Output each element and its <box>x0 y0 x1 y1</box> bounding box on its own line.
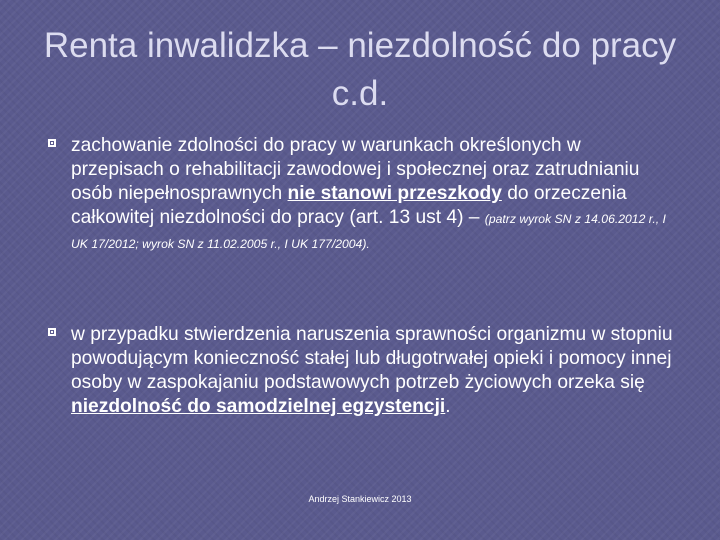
footer-author: Andrzej Stankiewicz 2013 <box>308 494 412 504</box>
bullet-text <box>71 323 676 419</box>
slide-title: Renta inwalidzka – niezdolność do pracy c.d. <box>43 26 677 113</box>
bullet-emphasis: niezdolność do samodzielnej egzystencji <box>71 396 446 417</box>
square-bullet-icon <box>48 139 56 147</box>
bullet-text-part: zachowanie zdolności do pracy w warunkach określonych w przepisach o rehabilitacji zawodowej i społecznej oraz zatrudnianiu osób niepełnosprawnych <box>71 135 640 204</box>
square-bullet-icon <box>48 328 56 336</box>
bullet-text <box>71 134 676 256</box>
bullet-emphasis: nie stanowi przeszkody <box>287 183 502 204</box>
bullet-text-part: . <box>445 396 451 417</box>
bullet-text-part: w przypadku stwierdzenia naruszenia sprawności organizmu w stopniu powodującym konieczność stałej lub długotrwałej opieki i pomocy innej osoby w zaspokajaniu podstawowych potrzeb życiowych orzeka się <box>71 324 673 393</box>
citation: (patrz wyrok SN z 14.06.2012 r., I UK 17/2012; wyrok SN z 11.02.2005 r., I UK 177/2004). <box>71 212 666 251</box>
bullet-text-part: do orzeczenia całkowitej niezdolności do pracy (art. 13 ust 4) – <box>71 183 627 228</box>
